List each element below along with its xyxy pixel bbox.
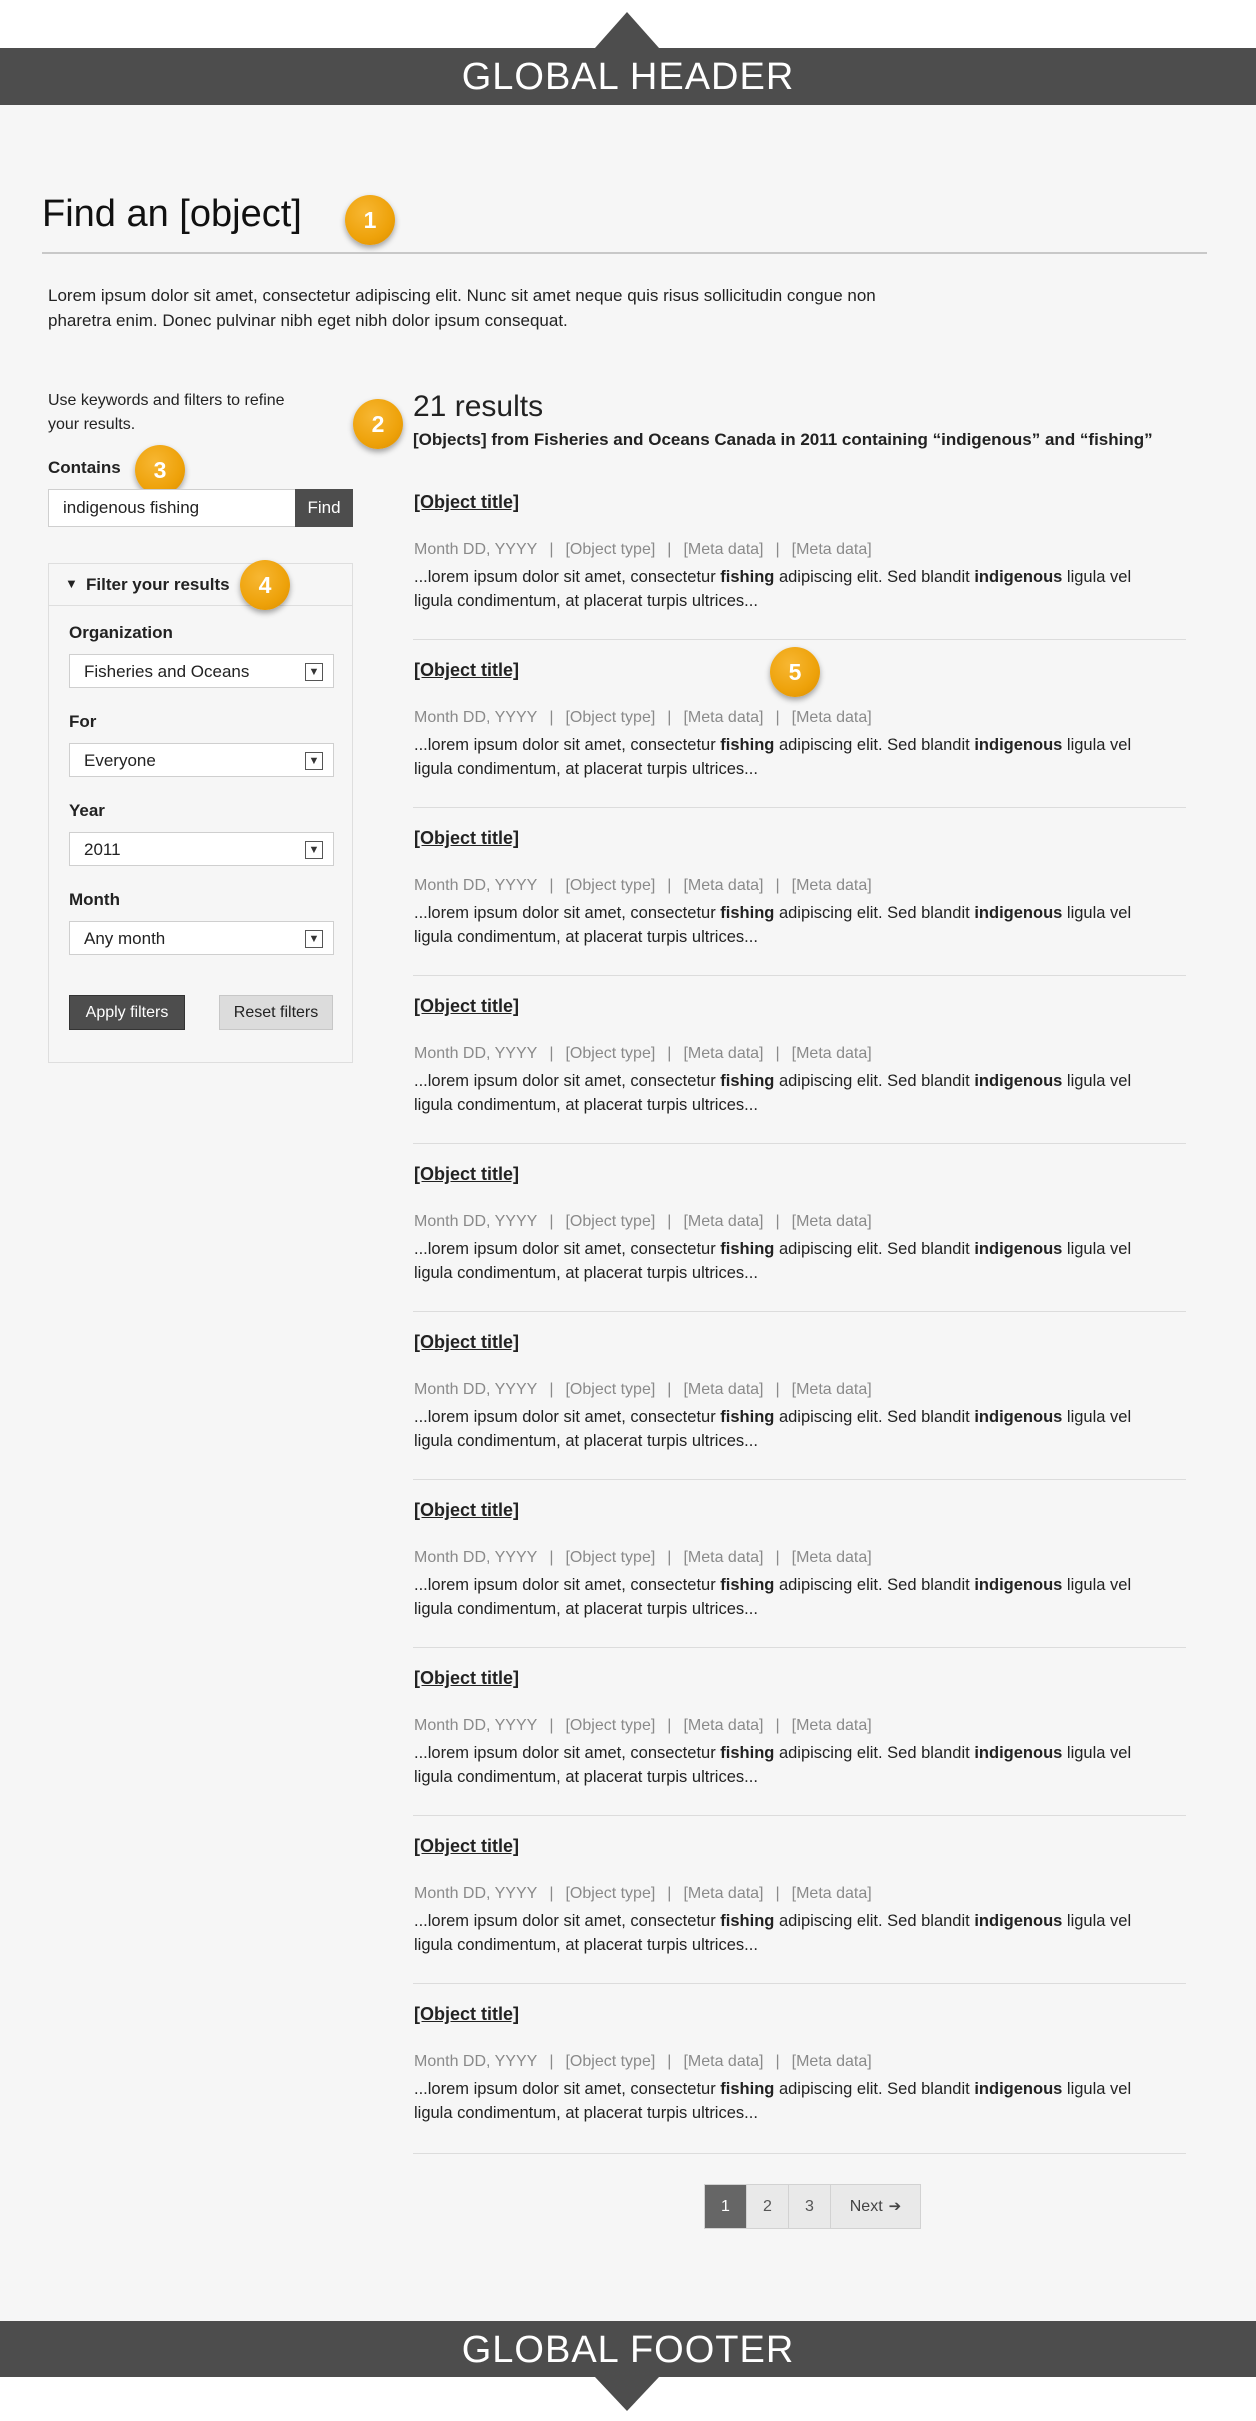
result-snippet <box>414 1741 1174 1789</box>
meta-separator: | <box>667 1717 672 1734</box>
results-summary: [Objects] from Fisheries and Oceans Canada in 2011 containing “indigenous” and “fishing” <box>413 430 1153 449</box>
meta-separator: | <box>667 1549 672 1566</box>
keyword-highlight: fishing <box>720 904 775 922</box>
snippet-text: adipiscing elit. Sed blandit <box>774 736 975 754</box>
meta-field: [Object type] <box>565 1381 656 1398</box>
meta-separator: | <box>667 709 672 726</box>
result-snippet <box>414 733 1174 781</box>
result-snippet <box>414 901 1174 949</box>
meta-field: [Object type] <box>565 877 656 894</box>
page-button-3[interactable]: 3 <box>789 2185 831 2228</box>
meta-field: [Object type] <box>565 1549 656 1566</box>
meta-field: [Object type] <box>565 541 656 558</box>
snippet-text: ...lorem ipsum dolor sit amet, consectetur <box>414 1912 721 1930</box>
meta-separator: | <box>549 1717 554 1734</box>
next-label: Next <box>849 2198 883 2215</box>
find-button[interactable]: Find <box>295 489 353 527</box>
results-count: 21 results <box>413 390 544 423</box>
result-item <box>413 1648 1186 1816</box>
result-item <box>413 808 1186 976</box>
meta-field: [Meta data] <box>791 1213 872 1230</box>
meta-field: [Meta data] <box>683 1381 764 1398</box>
meta-field: [Object type] <box>565 2053 656 2070</box>
filter-title: Filter your results <box>86 575 230 594</box>
snippet-text: adipiscing elit. Sed blandit <box>774 568 975 586</box>
meta-field: [Meta data] <box>791 1717 872 1734</box>
meta-separator: | <box>549 709 554 726</box>
meta-field: [Meta data] <box>791 1045 872 1062</box>
results-divider <box>413 2153 1186 2154</box>
meta-field: [Meta data] <box>683 1885 764 1902</box>
up-arrow-icon <box>595 12 659 48</box>
annotation-badge-3: 3 <box>135 445 185 495</box>
keyword-highlight: fishing <box>720 1408 775 1426</box>
meta-separator: | <box>667 1381 672 1398</box>
meta-field: [Meta data] <box>683 541 764 558</box>
result-item <box>413 1984 1186 2152</box>
intro-text: Lorem ipsum dolor sit amet, consectetur adipiscing elit. Nunc sit amet neque quis risus sollicitudin congue non pharetra enim. Donec pulvinar nibh eget nibh dolor ipsum consequat. <box>48 286 876 330</box>
result-title-link[interactable]: [Object title] <box>414 996 520 1016</box>
keyword-highlight: indigenous <box>974 1408 1063 1426</box>
snippet-text: adipiscing elit. Sed blandit <box>774 1408 975 1426</box>
result-title-link[interactable]: [Object title] <box>414 1332 520 1352</box>
reset-filters-button[interactable]: Reset filters <box>219 995 333 1030</box>
meta-field: Month DD, YYYY <box>414 1717 538 1734</box>
arrow-right-icon: ➔ <box>888 2198 902 2215</box>
meta-separator: | <box>667 1045 672 1062</box>
search-input[interactable]: indigenous fishing <box>48 489 296 527</box>
meta-separator: | <box>667 1213 672 1230</box>
result-title-link[interactable]: [Object title] <box>414 1668 520 1688</box>
result-snippet <box>414 1573 1174 1621</box>
meta-separator: | <box>549 1045 554 1062</box>
meta-field: [Meta data] <box>683 1549 764 1566</box>
filter-toggle[interactable] <box>49 564 352 606</box>
snippet-text: ...lorem ipsum dolor sit amet, consectetur <box>414 1240 721 1258</box>
meta-field: [Meta data] <box>791 1549 872 1566</box>
chevron-down-icon: ▼ <box>305 663 323 681</box>
keyword-highlight: indigenous <box>974 1240 1063 1258</box>
keyword-highlight: fishing <box>720 736 775 754</box>
result-meta <box>414 2053 872 2071</box>
snippet-text: ...lorem ipsum dolor sit amet, consectetur <box>414 568 721 586</box>
for-label: For <box>69 712 97 731</box>
snippet-text: ...lorem ipsum dolor sit amet, consectetur <box>414 904 721 922</box>
result-meta <box>414 877 872 895</box>
result-snippet <box>414 2077 1174 2125</box>
refine-help-text: Use keywords and filters to refine your results. <box>48 392 285 433</box>
meta-separator: | <box>775 877 780 894</box>
result-title-link[interactable]: [Object title] <box>414 2004 520 2024</box>
meta-separator: | <box>667 2053 672 2070</box>
year-label: Year <box>69 801 105 820</box>
keyword-highlight: indigenous <box>974 736 1063 754</box>
keyword-highlight: indigenous <box>974 1072 1063 1090</box>
keyword-highlight: fishing <box>720 1912 775 1930</box>
snippet-text: ligula vel ligula condimentum, at placerat turpis ultrices... <box>414 1576 1132 1618</box>
meta-field: Month DD, YYYY <box>414 541 538 558</box>
result-meta <box>414 1381 872 1399</box>
meta-field: [Meta data] <box>791 709 872 726</box>
meta-field: [Object type] <box>565 1717 656 1734</box>
chevron-down-icon: ▼ <box>305 841 323 859</box>
keyword-highlight: fishing <box>720 1576 775 1594</box>
snippet-text: ligula vel ligula condimentum, at placerat turpis ultrices... <box>414 904 1132 946</box>
meta-field: Month DD, YYYY <box>414 1045 538 1062</box>
pagination <box>704 2184 921 2229</box>
month-select[interactable] <box>69 921 334 955</box>
annotation-badge-1: 1 <box>345 195 395 245</box>
result-meta <box>414 1045 872 1063</box>
chevron-down-icon: ▼ <box>305 930 323 948</box>
meta-separator: | <box>549 1885 554 1902</box>
meta-field: Month DD, YYYY <box>414 2053 538 2070</box>
result-title-link[interactable]: [Object title] <box>414 1164 520 1184</box>
results-list <box>413 472 1186 2152</box>
organization-label: Organization <box>69 623 173 642</box>
result-title-link[interactable]: [Object title] <box>414 1836 520 1856</box>
meta-field: Month DD, YYYY <box>414 1381 538 1398</box>
meta-separator: | <box>667 541 672 558</box>
snippet-text: adipiscing elit. Sed blandit <box>774 2080 975 2098</box>
result-snippet <box>414 1069 1174 1117</box>
meta-field: Month DD, YYYY <box>414 877 538 894</box>
meta-separator: | <box>549 541 554 558</box>
snippet-text: ...lorem ipsum dolor sit amet, consectetur <box>414 1576 721 1594</box>
meta-field: [Meta data] <box>683 709 764 726</box>
keyword-highlight: fishing <box>720 568 775 586</box>
keyword-highlight: indigenous <box>974 1912 1063 1930</box>
meta-field: [Meta data] <box>683 1717 764 1734</box>
result-title-link[interactable]: [Object title] <box>414 828 520 848</box>
meta-field: [Meta data] <box>683 877 764 894</box>
keyword-highlight: fishing <box>720 1240 775 1258</box>
result-item <box>413 976 1186 1144</box>
snippet-text: adipiscing elit. Sed blandit <box>774 1240 975 1258</box>
meta-separator: | <box>667 1885 672 1902</box>
global-header: GLOBAL HEADER <box>0 48 1256 105</box>
keyword-highlight: indigenous <box>974 1576 1063 1594</box>
snippet-text: ligula vel ligula condimentum, at placerat turpis ultrices... <box>414 736 1132 778</box>
meta-separator: | <box>775 1045 780 1062</box>
meta-separator: | <box>775 1717 780 1734</box>
snippet-text: adipiscing elit. Sed blandit <box>774 1744 975 1762</box>
meta-field: [Meta data] <box>683 1213 764 1230</box>
meta-field: [Meta data] <box>791 877 872 894</box>
result-meta <box>414 1213 872 1231</box>
meta-separator: | <box>667 877 672 894</box>
meta-separator: | <box>775 1381 780 1398</box>
snippet-text: ...lorem ipsum dolor sit amet, consectetur <box>414 1744 721 1762</box>
meta-field: [Meta data] <box>683 2053 764 2070</box>
snippet-text: ligula vel ligula condimentum, at placerat turpis ultrices... <box>414 1240 1132 1282</box>
keyword-highlight: indigenous <box>974 1744 1063 1762</box>
snippet-text: ...lorem ipsum dolor sit amet, consectetur <box>414 1408 721 1426</box>
snippet-text: adipiscing elit. Sed blandit <box>774 1072 975 1090</box>
snippet-text: ligula vel ligula condimentum, at placerat turpis ultrices... <box>414 568 1132 610</box>
result-item <box>413 1480 1186 1648</box>
result-item <box>413 472 1186 640</box>
meta-field: Month DD, YYYY <box>414 1885 538 1902</box>
keyword-highlight: indigenous <box>974 904 1063 922</box>
result-title-link[interactable]: [Object title] <box>414 660 520 680</box>
snippet-text: adipiscing elit. Sed blandit <box>774 904 975 922</box>
organization-value: Fisheries and Oceans <box>84 662 250 681</box>
result-meta <box>414 1717 872 1735</box>
result-meta <box>414 709 872 727</box>
page-button-2[interactable]: 2 <box>747 2185 789 2228</box>
keyword-highlight: indigenous <box>974 2080 1063 2098</box>
snippet-text: adipiscing elit. Sed blandit <box>774 1576 975 1594</box>
next-page-button[interactable] <box>831 2185 920 2228</box>
meta-field: [Object type] <box>565 1045 656 1062</box>
result-snippet <box>414 565 1174 613</box>
snippet-text: ligula vel ligula condimentum, at placerat turpis ultrices... <box>414 1912 1132 1954</box>
apply-filters-button[interactable]: Apply filters <box>69 995 185 1030</box>
snippet-text: ligula vel ligula condimentum, at placerat turpis ultrices... <box>414 1744 1132 1786</box>
meta-separator: | <box>549 1549 554 1566</box>
meta-field: [Object type] <box>565 709 656 726</box>
year-value: 2011 <box>84 840 121 859</box>
keyword-highlight: fishing <box>720 2080 775 2098</box>
meta-field: [Meta data] <box>791 1381 872 1398</box>
for-select[interactable] <box>69 743 334 777</box>
snippet-text: ...lorem ipsum dolor sit amet, consectetur <box>414 736 721 754</box>
snippet-text: ligula vel ligula condimentum, at placerat turpis ultrices... <box>414 1408 1132 1450</box>
result-meta <box>414 1885 872 1903</box>
result-meta <box>414 1549 872 1567</box>
for-value: Everyone <box>84 751 156 770</box>
month-label: Month <box>69 890 120 909</box>
snippet-text: ...lorem ipsum dolor sit amet, consectetur <box>414 1072 721 1090</box>
meta-separator: | <box>549 1213 554 1230</box>
snippet-text: ligula vel ligula condimentum, at placerat turpis ultrices... <box>414 2080 1132 2122</box>
annotation-badge-4: 4 <box>240 560 290 610</box>
meta-separator: | <box>549 1381 554 1398</box>
meta-field: Month DD, YYYY <box>414 709 538 726</box>
title-divider <box>42 252 1207 254</box>
caret-down-icon: ▼ <box>65 576 78 591</box>
global-footer: GLOBAL FOOTER <box>0 2321 1256 2377</box>
snippet-text: ...lorem ipsum dolor sit amet, consectetur <box>414 2080 721 2098</box>
meta-field: Month DD, YYYY <box>414 1549 538 1566</box>
keyword-highlight: fishing <box>720 1072 775 1090</box>
meta-field: [Meta data] <box>791 2053 872 2070</box>
result-item <box>413 1816 1186 1984</box>
meta-separator: | <box>775 709 780 726</box>
result-item <box>413 1144 1186 1312</box>
meta-separator: | <box>549 877 554 894</box>
result-title-link[interactable]: [Object title] <box>414 1500 520 1520</box>
down-arrow-icon <box>595 2377 659 2411</box>
organization-select[interactable] <box>69 654 334 688</box>
meta-field: [Object type] <box>565 1213 656 1230</box>
page-title: Find an [object] <box>42 193 302 235</box>
meta-field: [Meta data] <box>683 1045 764 1062</box>
meta-separator: | <box>549 2053 554 2070</box>
result-snippet <box>414 1909 1174 1957</box>
result-item <box>413 1312 1186 1480</box>
meta-separator: | <box>775 1213 780 1230</box>
result-snippet <box>414 1405 1174 1453</box>
keyword-highlight: fishing <box>720 1744 775 1762</box>
meta-separator: | <box>775 1549 780 1566</box>
annotation-badge-2: 2 <box>353 399 403 449</box>
meta-separator: | <box>775 2053 780 2070</box>
meta-field: [Object type] <box>565 1885 656 1902</box>
meta-field: [Meta data] <box>791 1885 872 1902</box>
result-title-link[interactable]: [Object title] <box>414 492 520 512</box>
chevron-down-icon: ▼ <box>305 752 323 770</box>
year-select[interactable] <box>69 832 334 866</box>
result-meta <box>414 541 872 559</box>
annotation-badge-5: 5 <box>770 647 820 697</box>
keyword-highlight: indigenous <box>974 568 1063 586</box>
snippet-text: adipiscing elit. Sed blandit <box>774 1912 975 1930</box>
page-button-1[interactable]: 1 <box>705 2185 747 2228</box>
filter-panel <box>48 563 353 1063</box>
meta-separator: | <box>775 1885 780 1902</box>
meta-field: Month DD, YYYY <box>414 1213 538 1230</box>
result-snippet <box>414 1237 1174 1285</box>
meta-field: [Meta data] <box>791 541 872 558</box>
month-value: Any month <box>84 929 166 948</box>
snippet-text: ligula vel ligula condimentum, at placerat turpis ultrices... <box>414 1072 1132 1114</box>
meta-separator: | <box>775 541 780 558</box>
contains-label: Contains <box>48 458 121 477</box>
